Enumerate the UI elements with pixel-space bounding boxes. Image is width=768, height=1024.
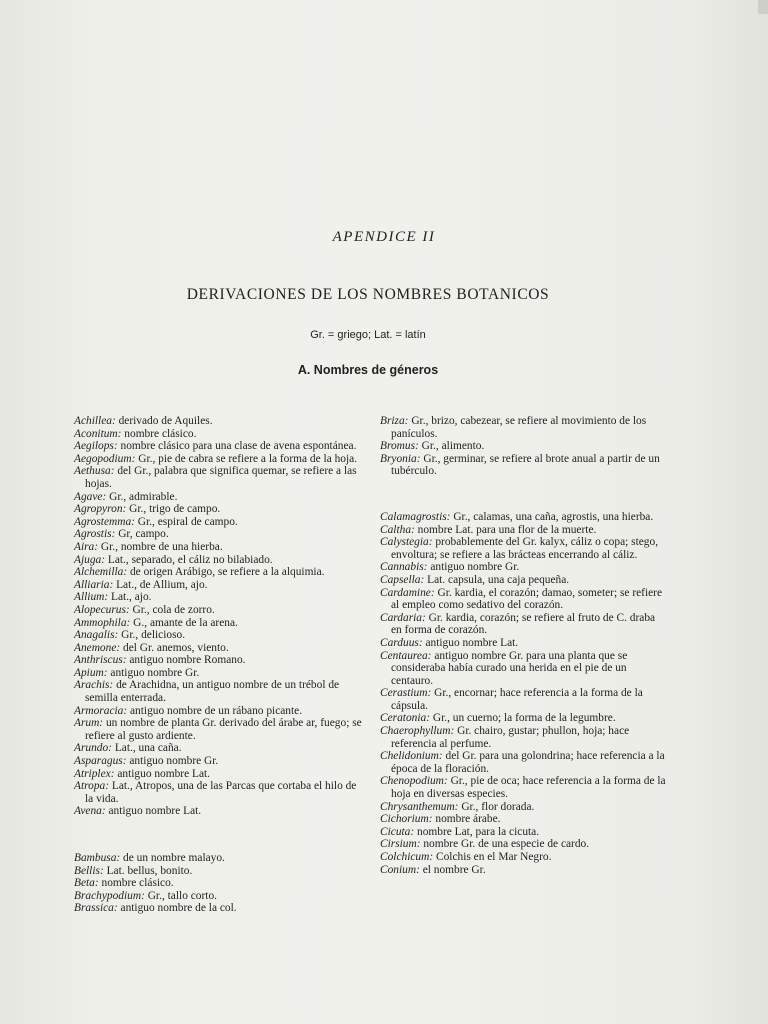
glossary-entry: [74, 566, 364, 579]
entry-term: Arum:: [74, 717, 104, 730]
entry-definition: Lat., Atropos, una de las Parcas que cortaba el hilo de la vida.: [85, 780, 357, 805]
entry-term: Alchemilla:: [74, 566, 128, 579]
glossary-entry: [74, 755, 364, 768]
glossary-entry: [74, 528, 364, 541]
glossary-entry: [380, 440, 668, 453]
entry-definition: Gr., un cuerno; la forma de la legumbre.: [430, 712, 616, 725]
glossary-entry: [74, 742, 364, 755]
glossary-entry: [74, 554, 364, 567]
entry-definition: Gr., encornar; hace referencia a la forma de la cápsula.: [391, 687, 643, 712]
entry-definition: antiguo nombre Romano.: [126, 654, 246, 667]
left-column: [74, 415, 364, 915]
glossary-entry: [74, 768, 364, 781]
entry-definition: Gr. chairo, gustar; phullon, hoja; hace referencia al perfume.: [391, 725, 630, 750]
glossary-entry: [380, 864, 668, 877]
entry-definition: antiguo nombre Gr.: [107, 666, 200, 679]
glossary-entry: [74, 705, 364, 718]
entry-term: Cardamine:: [380, 586, 435, 599]
glossary-entry: [380, 826, 668, 839]
entry-term: Calamagrostis:: [380, 510, 451, 523]
entry-term: Ajuga:: [74, 553, 106, 566]
glossary-entry: [380, 587, 668, 612]
glossary-entry: [74, 465, 364, 490]
right-column: [380, 415, 668, 876]
entry-definition: Gr., trigo de campo.: [126, 503, 221, 516]
glossary-entry: [74, 579, 364, 592]
entry-term: Chelidonium:: [380, 750, 443, 763]
entry-term: Ceratonia:: [380, 712, 430, 725]
glossary-entry: [380, 750, 668, 775]
glossary-entry: [380, 511, 668, 524]
entry-definition: nombre Lat. para una flor de la muerte.: [414, 523, 597, 536]
entry-term: Centaurea:: [380, 649, 432, 662]
entry-term: Asparagus:: [74, 755, 127, 768]
glossary-entry: [74, 617, 364, 630]
entry-definition: nombre Gr. de una especie de cardo.: [420, 838, 590, 851]
entry-term: Brassica:: [74, 902, 118, 915]
entry-term: Agrostemma:: [74, 515, 135, 528]
entry-definition: antiguo nombre Lat.: [114, 767, 211, 780]
glossary-entry: [74, 642, 364, 655]
entry-definition: nombre Lat, para la cicuta.: [414, 825, 540, 838]
entry-definition: Gr., pie de oca; hace referencia a la forma de la hoja en diversas especies.: [391, 775, 666, 801]
entry-definition: Gr., admirable.: [106, 490, 178, 503]
entry-definition: nombre clásico.: [121, 427, 197, 440]
entry-term: Cirsium:: [380, 838, 421, 851]
group-spacer: [380, 478, 668, 511]
entry-term: Chrysanthemum:: [380, 800, 459, 813]
entries-group-b-continued: [380, 415, 668, 478]
glossary-entry: [380, 612, 668, 637]
entry-definition: Lat., de Allium, ajo.: [113, 578, 208, 591]
glossary-entry: [74, 679, 364, 704]
entry-term: Atropa:: [74, 780, 110, 793]
entry-definition: Gr., germinar, se refiere al brote anual a partir de un tubérculo.: [391, 452, 660, 478]
entry-term: Bryonia:: [380, 452, 421, 465]
glossary-entry: [74, 541, 364, 554]
glossary-entry: [74, 852, 364, 865]
glossary-entry: [380, 851, 668, 864]
entry-definition: de Arachidna, un antiguo nombre de un trébol de semilla enterrada.: [85, 679, 340, 705]
glossary-entry: [74, 491, 364, 504]
entry-term: Bellis:: [74, 864, 104, 877]
entry-definition: de un nombre malayo.: [120, 852, 225, 864]
entry-term: Caltha:: [380, 523, 415, 536]
entry-definition: del Gr., palabra que significa quemar, se refiere a las hojas.: [85, 465, 357, 490]
glossary-entry: [74, 440, 364, 453]
entry-term: Anemone:: [74, 641, 121, 654]
entry-definition: Gr, campo.: [115, 528, 169, 541]
entry-definition: probablemente del Gr. kalyx, cáliz o copa; stego, envoltura; se refiere a las brácteas encerrando al cáliz.: [391, 536, 659, 561]
entry-definition: Lat. capsula, una caja pequeña.: [424, 573, 570, 586]
entry-term: Chaerophyllum:: [380, 725, 455, 738]
glossary-entry: [380, 801, 668, 814]
entry-term: Carduus:: [380, 636, 423, 649]
entry-term: Capsella:: [380, 573, 425, 586]
glossary-entry: [74, 865, 364, 878]
entry-term: Conium:: [380, 863, 420, 876]
appendix-title: APENDICE II: [332, 229, 436, 245]
entry-definition: del Gr. para una golondrina; hace referencia a la época de la floración.: [391, 750, 665, 775]
glossary-entry: [380, 561, 668, 574]
entry-term: Bambusa:: [74, 852, 121, 864]
glossary-entry: [380, 712, 668, 725]
glossary-entry: [380, 775, 668, 800]
entry-term: Arachis:: [74, 679, 114, 692]
entry-definition: Gr., brizo, cabezear, se refiere al movimiento de los panículos.: [391, 415, 647, 440]
entry-term: Aira:: [74, 540, 99, 553]
entry-definition: nombre clásico para una clase de avena espontánea.: [117, 440, 357, 453]
entry-definition: Gr., espiral de campo.: [134, 515, 238, 528]
entry-definition: antiguo nombre Lat.: [105, 805, 202, 818]
glossary-entry: [74, 780, 364, 805]
section-title: DERIVACIONES DE LOS NOMBRES BOTANICOS: [186, 286, 550, 303]
entry-term: Arundo:: [74, 742, 112, 755]
entry-definition: derivado de Aquiles.: [115, 415, 213, 427]
glossary-entry: [74, 805, 364, 818]
entry-definition: un nombre de planta Gr. derivado del árabe ar, fuego; se refiere al gusto ardiente.: [85, 717, 362, 742]
glossary-entry: [74, 877, 364, 890]
glossary-entry: [380, 574, 668, 587]
glossary-entry: [380, 650, 668, 688]
entry-definition: Lat., separado, el cáliz no bilabiado.: [105, 553, 273, 566]
entry-definition: del Gr. anemos, viento.: [120, 641, 229, 654]
entry-definition: antiguo nombre de un rábano picante.: [127, 704, 303, 717]
glossary-entry: [74, 902, 364, 915]
glossary-entry: [74, 516, 364, 529]
entry-definition: antiguo nombre Gr.: [427, 561, 520, 574]
glossary-entry: [380, 725, 668, 750]
entry-definition: antiguo nombre de la col.: [117, 902, 237, 915]
entry-definition: Lat., ajo.: [108, 591, 152, 604]
page-edge-mark: [758, 0, 768, 14]
entry-term: Chenopodium:: [380, 775, 448, 788]
entry-definition: Gr., tallo corto.: [144, 889, 217, 902]
glossary-entry: [380, 813, 668, 826]
entry-term: Ammophila:: [74, 616, 131, 629]
entries-group-b: [74, 852, 364, 915]
entry-definition: Gr. kardia, corazón; se refiere al fruto de C. draba en forma de corazón.: [391, 611, 656, 637]
entry-definition: Gr., cola de zorro.: [129, 603, 215, 616]
glossary-entry: [380, 453, 668, 478]
entry-term: Alliaria:: [74, 578, 114, 591]
group-spacer: [74, 818, 364, 852]
glossary-entry: [380, 536, 668, 561]
entry-definition: Colchis en el Mar Negro.: [433, 851, 552, 863]
entry-definition: antiguo nombre Gr. para una planta que se consideraba había curado una herida en el pie de un centauro.: [391, 649, 628, 687]
glossary-entry: [74, 629, 364, 642]
entry-term: Armoracia:: [74, 704, 128, 717]
glossary-entry: [380, 838, 668, 851]
entry-definition: antiguo nombre Gr.: [126, 755, 219, 768]
entry-definition: el nombre Gr.: [419, 863, 486, 876]
entry-definition: nombre clásico.: [98, 877, 174, 890]
entry-definition: Gr. kardia, el corazón; damao, someter; se refiere al empleo como sedativo del corazón.: [391, 586, 663, 612]
glossary-entry: [380, 637, 668, 650]
glossary-entry: [74, 890, 364, 903]
entry-definition: Lat. bellus, bonito.: [103, 864, 193, 877]
entry-term: Agave:: [74, 490, 107, 503]
entry-term: Cicuta:: [380, 825, 415, 838]
entry-term: Beta:: [74, 877, 99, 890]
glossary-entry: [74, 717, 364, 742]
entry-definition: Gr., delicioso.: [118, 629, 186, 642]
entry-definition: antiguo nombre Lat.: [422, 636, 519, 649]
entry-term: Anthriscus:: [74, 654, 127, 667]
glossary-entry: [380, 415, 668, 440]
entry-term: Colchicum:: [380, 851, 434, 863]
entries-group-a: [74, 415, 364, 818]
glossary-entry: [74, 453, 364, 466]
entry-term: Agrostis:: [74, 528, 116, 541]
entry-term: Aethusa:: [74, 465, 115, 478]
glossary-entry: [380, 687, 668, 712]
entry-term: Avena:: [74, 805, 106, 818]
glossary-entry: [74, 604, 364, 617]
entry-definition: Gr., pie de cabra se refiere a la forma de la hoja.: [135, 452, 358, 465]
glossary-entry: [74, 667, 364, 680]
entry-definition: Gr., nombre de una hierba.: [98, 540, 223, 553]
entry-term: Apium:: [74, 666, 108, 679]
glossary-entry: [74, 591, 364, 604]
entry-term: Calystegia:: [380, 536, 433, 549]
glossary-entry: [74, 503, 364, 516]
entry-term: Bromus:: [380, 440, 419, 453]
entry-term: Atriplex:: [74, 767, 115, 780]
entry-term: Briza:: [380, 415, 409, 427]
entries-group-c: [380, 511, 668, 876]
entry-definition: G., amante de la arena.: [130, 616, 238, 629]
entry-definition: Gr., calamas, una caña, agrostis, una hierba.: [450, 510, 654, 523]
entry-term: Agropyron:: [74, 503, 127, 516]
entry-definition: Gr., alimento.: [418, 440, 485, 453]
glossary-entry: [74, 415, 364, 428]
glossary-entry: [74, 654, 364, 667]
entry-definition: nombre árabe.: [432, 813, 501, 826]
entry-definition: de origen Arábigo, se refiere a la alquimia.: [127, 566, 325, 579]
entry-term: Brachypodium:: [74, 889, 145, 902]
entry-term: Cichorium:: [380, 813, 433, 826]
entry-term: Aegilops:: [74, 440, 118, 453]
entry-term: Aconitum:: [74, 427, 122, 440]
entry-term: Achillea:: [74, 415, 116, 427]
entry-term: Cannabis:: [380, 561, 428, 574]
entry-term: Alopecurus:: [74, 603, 130, 616]
glossary-entry: [380, 524, 668, 537]
subsection-title: A. Nombres de géneros: [297, 363, 439, 377]
entry-term: Cerastium:: [380, 687, 432, 700]
entry-term: Aegopodium:: [74, 452, 136, 465]
entry-term: Allium:: [74, 591, 109, 604]
glossary-entry: [74, 428, 364, 441]
abbreviations-legend: Gr. = griego; Lat. = latín: [310, 329, 426, 341]
entry-definition: Lat., una caña.: [111, 742, 182, 755]
entry-definition: Gr., flor dorada.: [458, 800, 535, 813]
entry-term: Anagalis:: [74, 629, 119, 642]
entry-term: Cardaria:: [380, 611, 426, 624]
